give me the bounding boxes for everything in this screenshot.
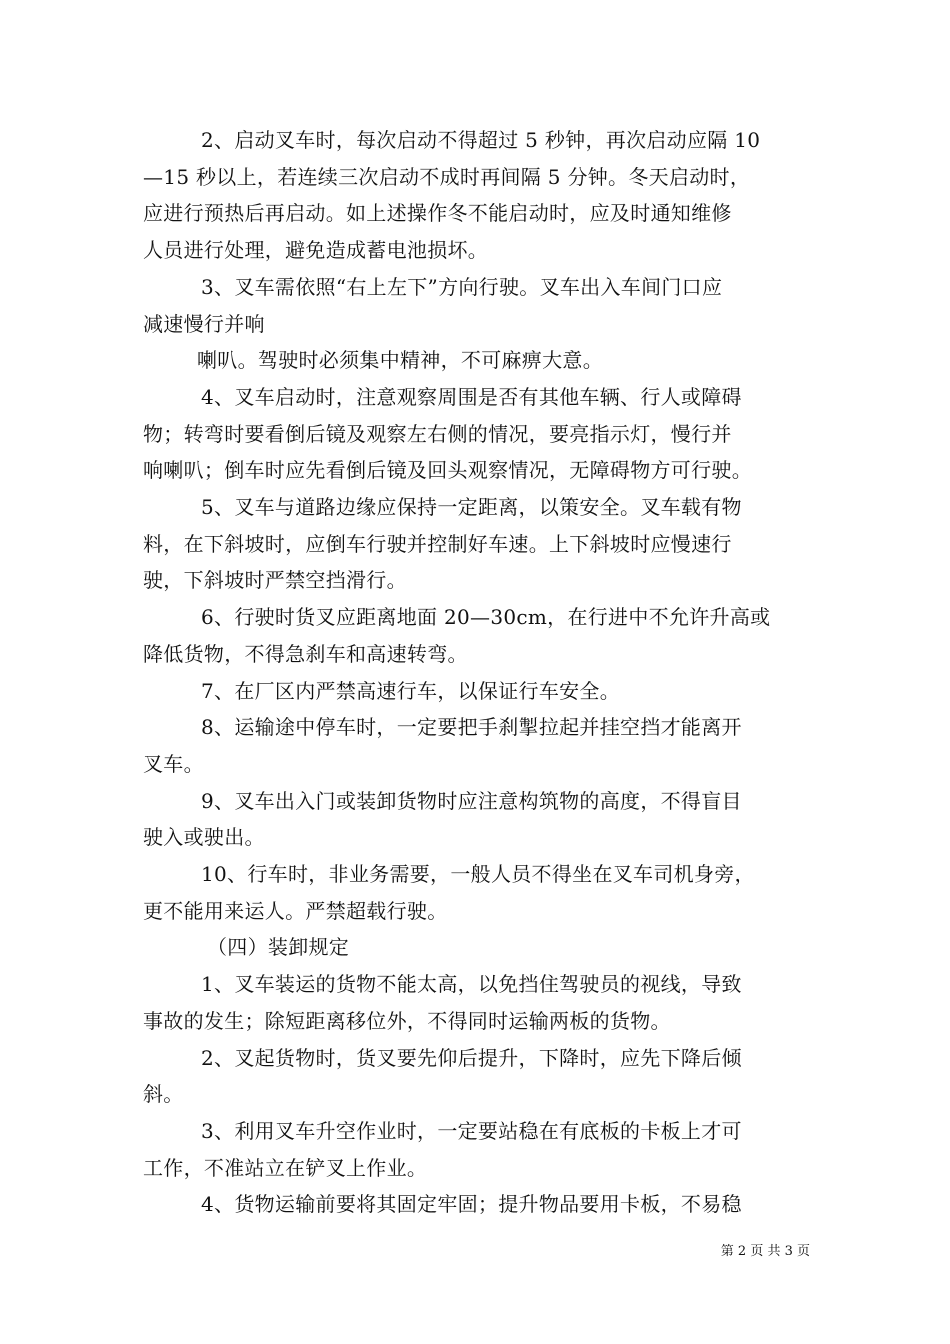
text-line: 降低货物，不得急刹车和高速转弯。 (143, 641, 468, 666)
text-line: 应进行预热后再启动。如上述操作冬不能启动时，应及时通知维修 (143, 201, 732, 226)
text-line: 4、叉车启动时，注意观察周围是否有其他车辆、行人或障碍 (201, 384, 742, 409)
text-line: 7、在厂区内严禁高速行车，以保证行车安全。 (201, 678, 621, 703)
text-line: 9、叉车出入门或装卸货物时应注意构筑物的高度，不得盲目 (201, 788, 742, 813)
text-line: 减速慢行并响 (143, 311, 265, 336)
text-line: 更不能用来运人。严禁超载行驶。 (143, 898, 448, 923)
text-line: 2、启动叉车时，每次启动不得超过 5 秒钟，再次启动应隔 10 (201, 128, 761, 152)
text-line: 2、叉起货物时，货叉要先仰后提升，下降时，应先下降后倾 (201, 1045, 742, 1070)
text-line: 驶，下斜坡时严禁空挡滑行。 (143, 568, 407, 593)
text-line: 斜。 (143, 1082, 184, 1107)
text-line: 物；转弯时要看倒后镜及观察左右侧的情况，要亮指示灯，慢行并 (143, 421, 732, 446)
text-line: 3、叉车需依照“右上左下”方向行驶。叉车出入车间门口应 (201, 274, 723, 299)
section-heading: （四）装卸规定 (207, 935, 350, 960)
text-line: 10、行车时，非业务需要，一般人员不得坐在叉车司机身旁， (201, 862, 755, 887)
document-body (143, 122, 807, 1223)
text-line: 响喇叭；倒车时应先看倒后镜及回头观察情况，无障碍物方可行驶。 (143, 458, 752, 483)
page-number-footer: 第 2 页 共 3 页 (720, 1244, 810, 1259)
text-line: 驶入或驶出。 (143, 825, 265, 850)
text-line: 事故的发生；除短距离移位外，不得同时运输两板的货物。 (143, 1008, 671, 1033)
text-line: 8、运输途中停车时，一定要把手刹掣拉起并挂空挡才能离开 (201, 715, 742, 740)
text-line: 1、叉车装运的货物不能太高，以免挡住驾驶员的视线，导致 (201, 972, 742, 997)
text-line: 叉车。 (143, 751, 204, 776)
text-line: 4、货物运输前要将其固定牢固；提升物品要用卡板，不易稳 (201, 1192, 742, 1217)
text-line: 3、利用叉车升空作业时，一定要站稳在有底板的卡板上才可 (201, 1118, 742, 1143)
text-line: 料，在下斜坡时，应倒车行驶并控制好车速。上下斜坡时应慢速行 (143, 531, 732, 556)
text-line: 工作，不准站立在铲叉上作业。 (143, 1155, 428, 1180)
text-line: 6、行驶时货叉应距离地面 20—30cm，在行进中不允许升高或 (201, 605, 771, 630)
text-line: —15 秒以上，若连续三次启动不成时再间隔 5 分钟。冬天启动时， (143, 164, 751, 189)
text-line: 5、叉车与道路边缘应保持一定距离，以策安全。叉车载有物 (201, 495, 742, 520)
text-line: 人员进行处理，避免造成蓄电池损坏。 (143, 238, 489, 263)
text-line: 喇叭。驾驶时必须集中精神，不可麻痹大意。 (197, 348, 603, 373)
